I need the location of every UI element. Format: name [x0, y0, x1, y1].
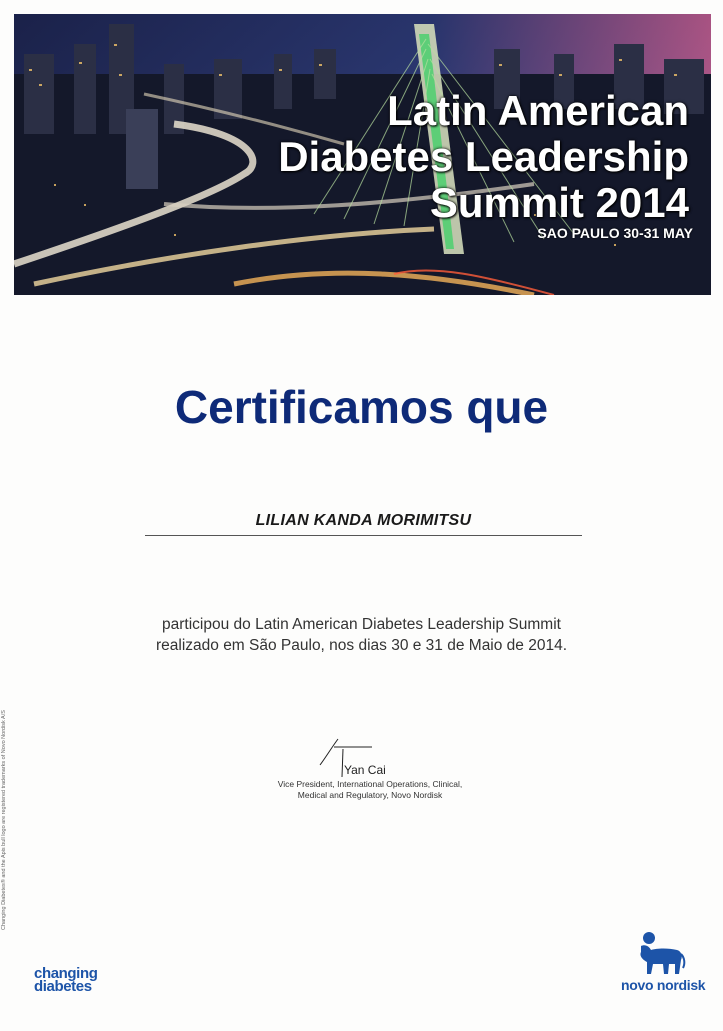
changing-diabetes-line2: diabetes [34, 978, 92, 995]
summit-title-line1: Latin American [387, 87, 689, 134]
body-line2: realizado em São Paulo, nos dias 30 e 31 de Maio de 2014. [155, 637, 568, 654]
certificate-body [0, 614, 723, 656]
signer-title-line1: Vice President, International Operations, Clinical, [277, 779, 463, 789]
summit-title-line2: Diabetes Leadership [278, 133, 689, 180]
trademark-note: Changing Diabetes® and the Apis bull logo are registered trademarks of Novo Nordisk A/S [1, 710, 7, 930]
signer-title [250, 779, 490, 801]
body-line1: participou do Latin American Diabetes Leadership Summit [162, 616, 561, 633]
summit-title-line3: Summit 2014 [429, 179, 689, 226]
header-banner [14, 14, 711, 295]
changing-diabetes-logo [34, 967, 97, 993]
summit-title [219, 88, 689, 226]
changing-diabetes-line1: changing [34, 965, 98, 982]
apis-bull-icon [635, 930, 687, 978]
certificate-heading: Certificamos que [174, 381, 549, 433]
recipient-underline [145, 535, 582, 536]
summit-location-date: SAO PAULO 30-31 MAY [537, 225, 693, 241]
novo-nordisk-wordmark: novo nordisk [621, 977, 706, 993]
signer-title-line2: Medical and Regulatory, Novo Nordisk [297, 790, 443, 800]
signer-name: Yan Cai [344, 763, 386, 777]
recipient-name: LILIAN KANDA MORIMITSU [255, 512, 472, 529]
